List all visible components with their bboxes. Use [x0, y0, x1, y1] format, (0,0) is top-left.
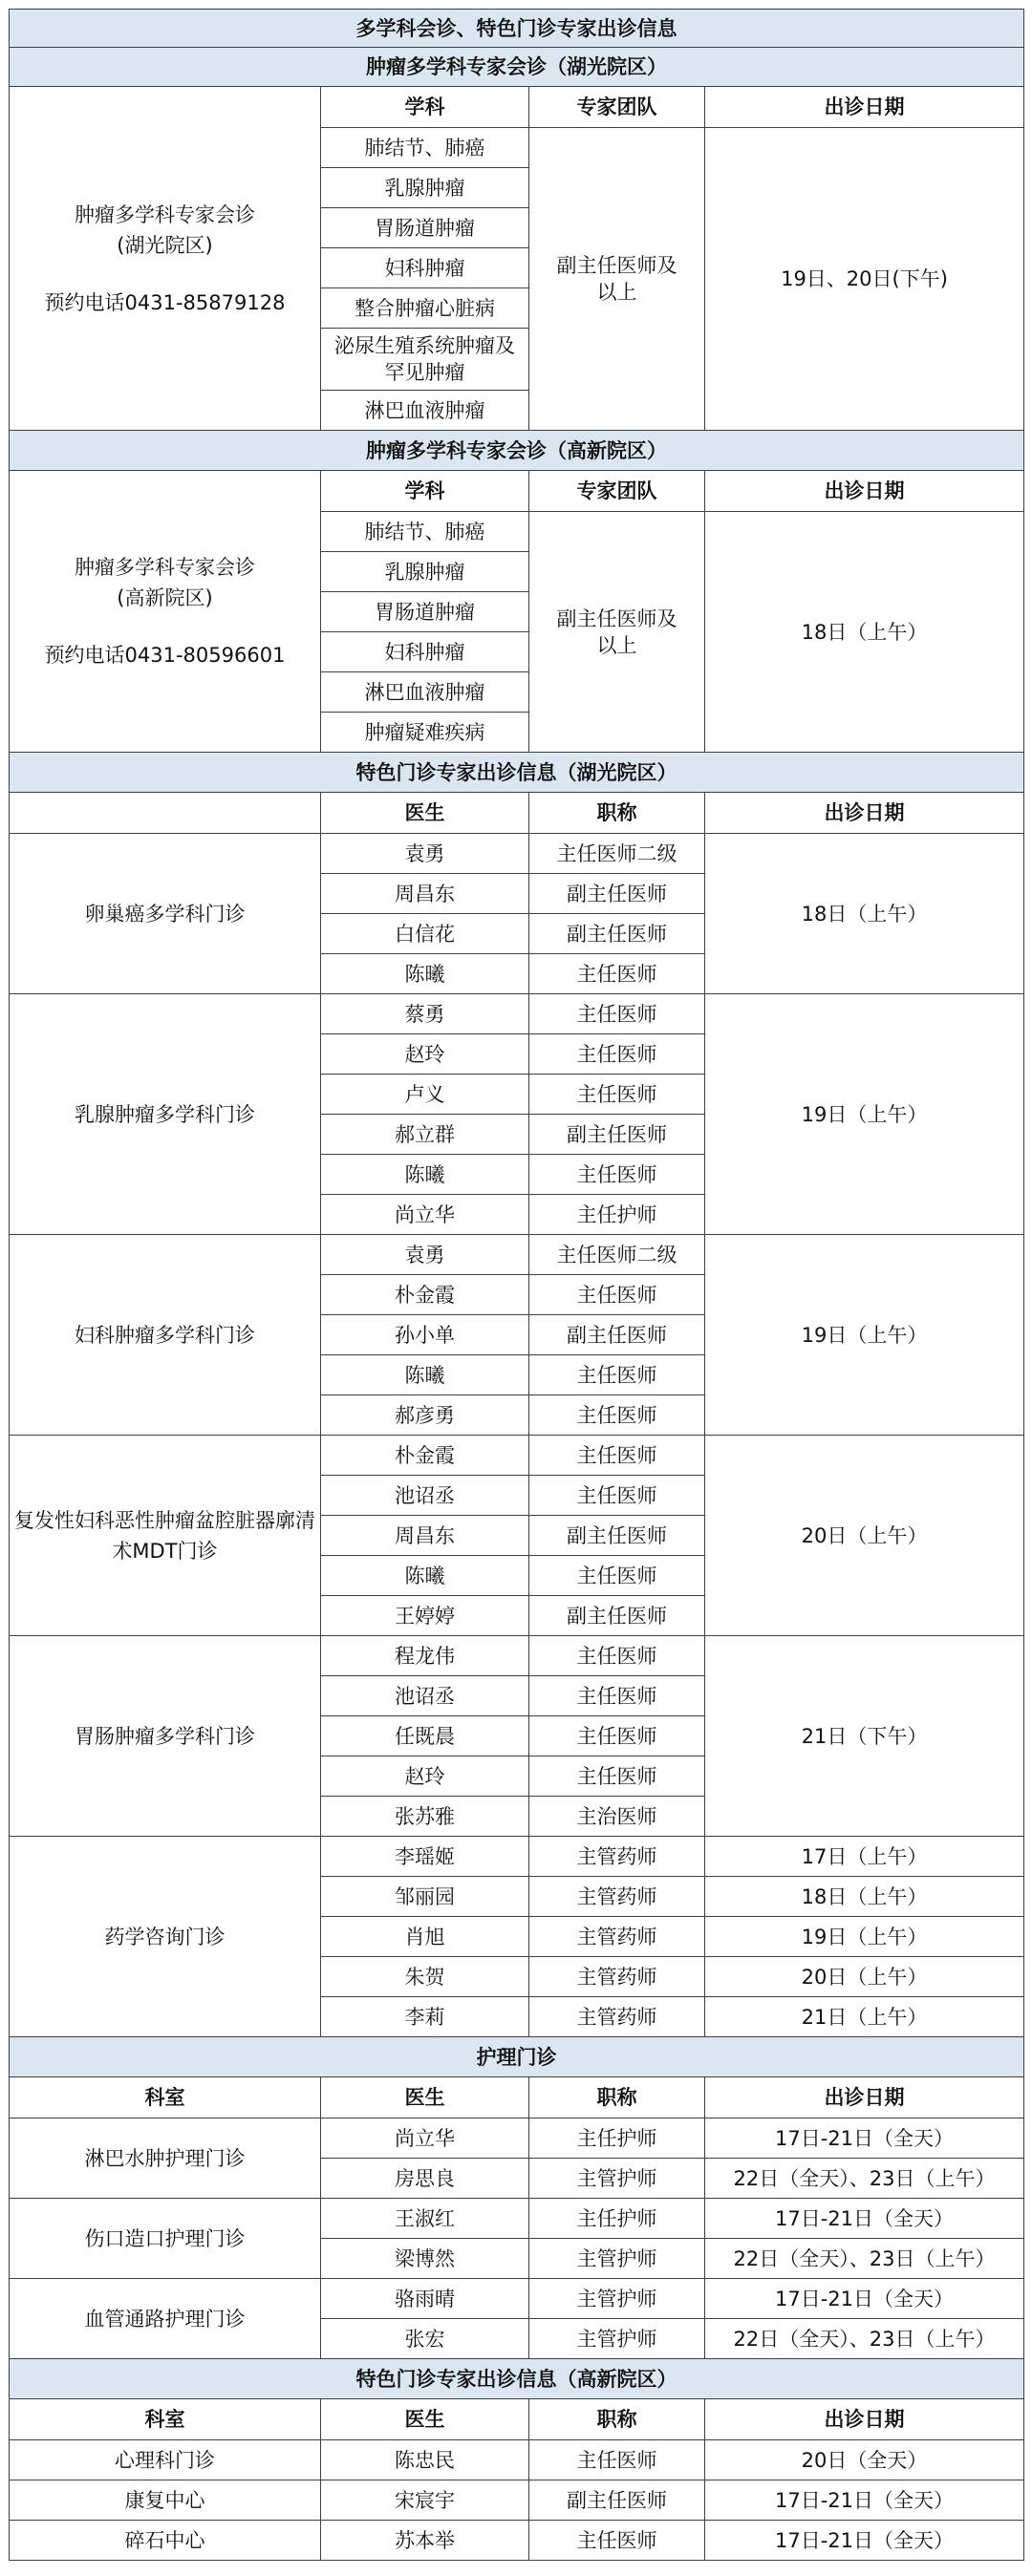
doctor-name: 苏本举 — [321, 2521, 529, 2561]
doctor-name: 张宏 — [321, 2319, 529, 2359]
clinic-name: 妇科肿瘤多学科门诊 — [10, 1235, 321, 1436]
table-row — [10, 834, 1024, 874]
doctor-rank: 主任医师二级 — [529, 1235, 705, 1275]
doctor-rank: 主管药师 — [529, 1957, 705, 1997]
schedule-table-wrapper — [9, 9, 1023, 2561]
header-date: 出诊日期 — [705, 2399, 1024, 2440]
mdt-huguang-info — [10, 87, 321, 431]
doctor-name: 朱贺 — [321, 1957, 529, 1997]
header-rank: 职称 — [529, 2399, 705, 2440]
subject-cell: 胃肠道肿瘤 — [321, 592, 529, 632]
doctor-name: 池诏丞 — [321, 1476, 529, 1516]
doctor-name: 张苏雅 — [321, 1797, 529, 1837]
subject-cell: 泌尿生殖系统肿瘤及罕见肿瘤 — [321, 329, 529, 391]
header-team: 专家团队 — [529, 87, 705, 128]
doctor-date: 17日-21日（全天） — [705, 2521, 1024, 2561]
doctor-name: 宋宸宇 — [321, 2480, 529, 2521]
doctor-date: 20日（全天） — [705, 2440, 1024, 2480]
doctor-rank: 主任医师 — [529, 1155, 705, 1195]
table-row — [10, 2480, 1024, 2521]
doctor-rank: 主任医师 — [529, 1436, 705, 1476]
header-dept: 科室 — [10, 2077, 321, 2118]
doctor-rank: 主任医师 — [529, 1756, 705, 1797]
doctor-date: 18日（上午） — [705, 1877, 1024, 1917]
clinic-date: 20日（上午） — [705, 1436, 1024, 1636]
section-title-mdt-gaoxin: 肿瘤多学科专家会诊（高新院区） — [10, 431, 1024, 471]
page-title: 多学科会诊、特色门诊专家出诊信息 — [10, 10, 1024, 48]
table-row — [10, 1636, 1024, 1676]
clinic-name: 药学咨询门诊 — [10, 1837, 321, 2037]
header-date: 出诊日期 — [705, 2077, 1024, 2118]
header-date: 出诊日期 — [705, 793, 1024, 834]
pharmacy-body — [10, 1837, 1024, 2037]
doctor-date: 22日（全天）、23日（上午） — [705, 2159, 1024, 2199]
table-row — [10, 1235, 1024, 1275]
title-row — [10, 10, 1024, 48]
header-rank: 职称 — [529, 793, 705, 834]
doctor-date: 22日（全天）、23日（上午） — [705, 2239, 1024, 2279]
doctor-name: 卢义 — [321, 1075, 529, 1115]
doctor-date: 17日-21日（全天） — [705, 2118, 1024, 2159]
doctor-name: 赵玲 — [321, 1756, 529, 1797]
doctor-rank: 主任医师 — [529, 1275, 705, 1315]
doctor-rank: 主任护师 — [529, 2118, 705, 2159]
doctor-name: 郝立群 — [321, 1115, 529, 1155]
clinic-name: 胃肠肿瘤多学科门诊 — [10, 1636, 321, 1837]
table-row — [10, 2279, 1024, 2319]
section-header — [10, 753, 1024, 793]
doctor-name: 陈曦 — [321, 1155, 529, 1195]
header-subject: 学科 — [321, 471, 529, 512]
table-header-row — [10, 2077, 1024, 2118]
section-title-special-gaoxin: 特色门诊专家出诊信息（高新院区） — [10, 2359, 1024, 2399]
clinic-date: 18日（上午） — [705, 834, 1024, 994]
doctor-rank: 主任医师 — [529, 1395, 705, 1436]
section-title-mdt-huguang: 肿瘤多学科专家会诊（湖光院区） — [10, 48, 1024, 87]
doctor-name: 王淑红 — [321, 2199, 529, 2239]
subject-cell: 整合肿瘤心脏病 — [321, 288, 529, 329]
table-row — [10, 2199, 1024, 2239]
doctor-rank: 副主任医师 — [529, 1596, 705, 1636]
doctor-rank: 副主任医师 — [529, 1315, 705, 1355]
team-cell: 副主任医师及以上 — [529, 128, 705, 431]
doctor-rank: 主任医师 — [529, 1034, 705, 1075]
doctor-name: 郝彦勇 — [321, 1395, 529, 1436]
doctor-rank: 主管药师 — [529, 1837, 705, 1877]
doctor-rank: 主任医师 — [529, 1676, 705, 1716]
subject-cell: 淋巴血液肿瘤 — [321, 672, 529, 713]
table-row — [10, 1837, 1024, 1877]
doctor-rank: 主任医师 — [529, 1476, 705, 1516]
doctor-name: 骆雨晴 — [321, 2279, 529, 2319]
clinic-date: 21日（下午） — [705, 1636, 1024, 1837]
schedule-table — [9, 9, 1024, 2561]
subject-cell: 妇科肿瘤 — [321, 632, 529, 672]
doctor-name: 陈曦 — [321, 1556, 529, 1596]
doctor-rank: 主管药师 — [529, 1997, 705, 2037]
section-header — [10, 431, 1024, 471]
mdt-gaoxin-phone: 预约电话0431-80596601 — [44, 644, 286, 667]
doctor-name: 王婷婷 — [321, 1596, 529, 1636]
table-row — [10, 2521, 1024, 2561]
doctor-date: 17日-21日（全天） — [705, 2199, 1024, 2239]
doctor-name: 陈曦 — [321, 954, 529, 994]
doctor-rank: 主任医师 — [529, 1075, 705, 1115]
doctor-date: 17日-21日（全天） — [705, 2480, 1024, 2521]
clinic-name: 复发性妇科恶性肿瘤盆腔脏器廓清术MDT门诊 — [10, 1436, 321, 1636]
subject-cell: 肺结节、肺癌 — [321, 512, 529, 552]
date-cell: 19日、20日(下午) — [705, 128, 1024, 431]
doctor-rank: 主任医师 — [529, 1556, 705, 1596]
table-row — [10, 1436, 1024, 1476]
doctor-name: 李莉 — [321, 1997, 529, 2037]
mdt-gaoxin-info — [10, 471, 321, 753]
doctor-name: 周昌东 — [321, 874, 529, 914]
header-date: 出诊日期 — [705, 87, 1024, 128]
doctor-name: 朴金霞 — [321, 1436, 529, 1476]
doctor-name: 蔡勇 — [321, 994, 529, 1034]
doctor-name: 陈曦 — [321, 1355, 529, 1395]
doctor-name: 袁勇 — [321, 834, 529, 874]
subject-cell: 肺结节、肺癌 — [321, 128, 529, 168]
doctor-name: 尚立华 — [321, 1195, 529, 1235]
subject-cell: 乳腺肿瘤 — [321, 552, 529, 592]
header-rank: 职称 — [529, 2077, 705, 2118]
clinic-name: 碎石中心 — [10, 2521, 321, 2561]
subject-cell: 乳腺肿瘤 — [321, 168, 529, 208]
doctor-name: 白信花 — [321, 914, 529, 954]
doctor-rank: 主管护师 — [529, 2319, 705, 2359]
table-header-row — [10, 87, 1024, 128]
section-title-special-huguang: 特色门诊专家出诊信息（湖光院区） — [10, 753, 1024, 793]
header-team: 专家团队 — [529, 471, 705, 512]
subject-cell: 妇科肿瘤 — [321, 248, 529, 288]
header-doctor: 医生 — [321, 793, 529, 834]
table-row — [10, 2440, 1024, 2480]
mdt-huguang-campus: (湖光院区) — [117, 233, 213, 257]
team-cell: 副主任医师及以上 — [529, 512, 705, 753]
date-cell: 18日（上午） — [705, 512, 1024, 753]
doctor-name: 尚立华 — [321, 2118, 529, 2159]
clinic-name: 淋巴水肿护理门诊 — [10, 2118, 321, 2199]
doctor-date: 22日（全天）、23日（上午） — [705, 2319, 1024, 2359]
doctor-rank: 主治医师 — [529, 1797, 705, 1837]
doctor-rank: 主任医师 — [529, 1636, 705, 1676]
clinic-date: 19日（上午） — [705, 994, 1024, 1235]
clinic-name: 血管通路护理门诊 — [10, 2279, 321, 2359]
doctor-rank: 副主任医师 — [529, 1516, 705, 1556]
doctor-name: 朴金霞 — [321, 1275, 529, 1315]
clinic-name: 心理科门诊 — [10, 2440, 321, 2480]
doctor-rank: 主管药师 — [529, 1917, 705, 1957]
doctor-name: 李瑶姬 — [321, 1837, 529, 1877]
doctor-name: 袁勇 — [321, 1235, 529, 1275]
doctor-name: 程龙伟 — [321, 1636, 529, 1676]
subject-cell: 胃肠道肿瘤 — [321, 208, 529, 248]
header-doctor: 医生 — [321, 2399, 529, 2440]
header-date: 出诊日期 — [705, 471, 1024, 512]
subject-cell: 肿瘤疑难疾病 — [321, 713, 529, 753]
header-doctor: 医生 — [321, 2077, 529, 2118]
doctor-rank: 主任医师 — [529, 1355, 705, 1395]
doctor-rank: 主任医师 — [529, 2521, 705, 2561]
doctor-name: 赵玲 — [321, 1034, 529, 1075]
mdt-huguang-phone: 预约电话0431-85879128 — [44, 290, 286, 314]
doctor-name: 陈忠民 — [321, 2440, 529, 2480]
header-dept: 科室 — [10, 2399, 321, 2440]
table-row — [10, 994, 1024, 1034]
special-clinics-body — [10, 834, 1024, 1837]
doctor-rank: 主任医师 — [529, 994, 705, 1034]
doctor-rank: 主任医师 — [529, 1716, 705, 1756]
doctor-name: 任既晨 — [321, 1716, 529, 1756]
mdt-huguang-name: 肿瘤多学科专家会诊 — [75, 202, 255, 226]
doctor-name: 邹丽园 — [321, 1877, 529, 1917]
table-row — [10, 2118, 1024, 2159]
doctor-name: 房思良 — [321, 2159, 529, 2199]
doctor-date: 21日（上午） — [705, 1997, 1024, 2037]
gaoxin-body — [10, 2440, 1024, 2561]
section-header — [10, 48, 1024, 87]
clinic-name: 卵巢癌多学科门诊 — [10, 834, 321, 994]
doctor-rank: 主任护师 — [529, 1195, 705, 1235]
nursing-body — [10, 2118, 1024, 2359]
subject-cell: 淋巴血液肿瘤 — [321, 391, 529, 431]
clinic-date: 19日（上午） — [705, 1235, 1024, 1436]
doctor-rank: 副主任医师 — [529, 1115, 705, 1155]
section-header — [10, 2037, 1024, 2077]
clinic-name: 伤口造口护理门诊 — [10, 2199, 321, 2279]
doctor-name: 池诏丞 — [321, 1676, 529, 1716]
header-subject: 学科 — [321, 87, 529, 128]
doctor-rank: 主任医师 — [529, 954, 705, 994]
doctor-name: 梁博然 — [321, 2239, 529, 2279]
doctor-date: 17日（上午） — [705, 1837, 1024, 1877]
doctor-rank: 副主任医师 — [529, 2480, 705, 2521]
clinic-name: 康复中心 — [10, 2480, 321, 2521]
doctor-date: 19日（上午） — [705, 1917, 1024, 1957]
doctor-name: 肖旭 — [321, 1917, 529, 1957]
mdt-gaoxin-name: 肿瘤多学科专家会诊 — [75, 556, 255, 579]
doctor-rank: 主管护师 — [529, 2239, 705, 2279]
doctor-name: 孙小单 — [321, 1315, 529, 1355]
section-header — [10, 2359, 1024, 2399]
table-header-row — [10, 793, 1024, 834]
table-header-row — [10, 471, 1024, 512]
section-title-nursing: 护理门诊 — [10, 2037, 1024, 2077]
doctor-rank: 主管护师 — [529, 2159, 705, 2199]
clinic-name: 乳腺肿瘤多学科门诊 — [10, 994, 321, 1235]
table-header-row — [10, 2399, 1024, 2440]
doctor-rank: 主管药师 — [529, 1877, 705, 1917]
doctor-date: 20日（上午） — [705, 1957, 1024, 1997]
doctor-date: 17日-21日（全天） — [705, 2279, 1024, 2319]
doctor-rank: 副主任医师 — [529, 914, 705, 954]
doctor-rank: 副主任医师 — [529, 874, 705, 914]
doctor-rank: 主任医师 — [529, 2440, 705, 2480]
header-blank — [10, 793, 321, 834]
doctor-name: 周昌东 — [321, 1516, 529, 1556]
doctor-rank: 主任护师 — [529, 2199, 705, 2239]
doctor-rank: 主任医师二级 — [529, 834, 705, 874]
mdt-gaoxin-campus: (高新院区) — [117, 586, 213, 609]
doctor-rank: 主管护师 — [529, 2279, 705, 2319]
